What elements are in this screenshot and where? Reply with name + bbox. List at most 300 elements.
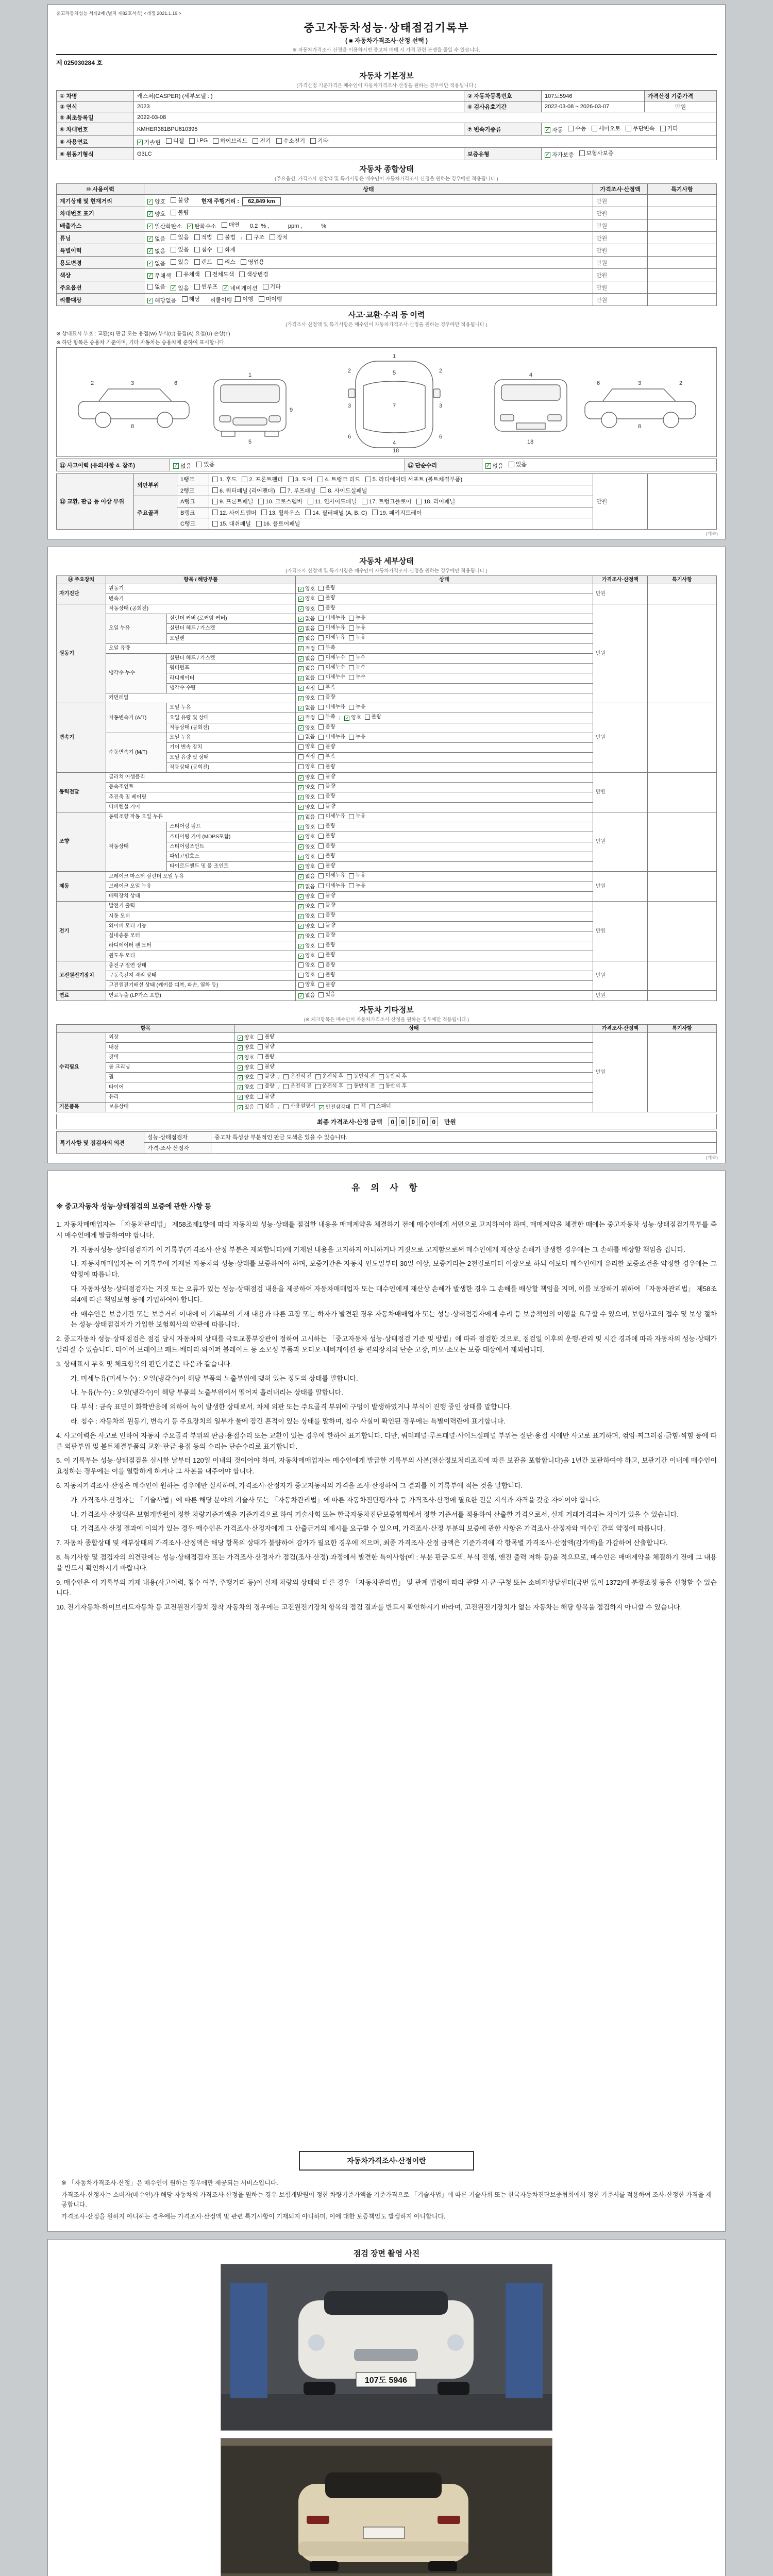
device-item-status — [296, 693, 593, 703]
checkbox-box — [318, 724, 324, 730]
checkbox-양호[interactable] — [298, 903, 315, 910]
checkbox-부족[interactable] — [318, 714, 335, 721]
price-cell: 만원 — [593, 604, 648, 703]
notice-paragraph: 나. 자동차매매업자는 이 기록부에 기재된 자동차의 성능·상태를 보증하여야 하며, 보증기간은 자동차 인도일부터 30일 이상, 보증거리는 2천킬로미터 이상으로 하되 이보다 매수인에게 유리한 보증조건을 약정한 경우에는 그 약정에 따릅니다. — [71, 1260, 717, 1279]
price-digit: 0 — [419, 1117, 428, 1126]
checkbox-label: 운전석 후 — [322, 1074, 344, 1079]
checkbox-label: 불량 — [178, 197, 189, 204]
note-cell — [648, 474, 717, 530]
checkbox-잭[interactable] — [354, 1103, 366, 1110]
checkbox-양호[interactable] — [238, 1094, 254, 1101]
checkbox-색상변경[interactable] — [239, 270, 268, 278]
part-checkbox[interactable] — [365, 475, 462, 483]
checkbox-불량[interactable] — [318, 595, 335, 602]
accident-history-table — [56, 459, 717, 471]
checkbox-box: ✓ — [299, 586, 303, 592]
checkbox-LPG[interactable] — [189, 138, 208, 144]
checkbox-기타[interactable] — [263, 282, 281, 291]
checkbox-불량[interactable] — [258, 1043, 274, 1050]
checkbox-label: 매연 — [228, 222, 240, 228]
checkbox-label: 없음 — [155, 284, 166, 290]
checkbox-label: 양호 — [305, 982, 315, 988]
checkbox-label: 불량 — [325, 843, 335, 849]
checkbox-label: 미이행 — [265, 296, 282, 302]
checkbox-적정[interactable] — [298, 753, 315, 760]
final-price-row — [56, 1114, 717, 1129]
checkbox-누유[interactable] — [349, 624, 365, 632]
checkbox-box — [217, 259, 223, 265]
mileage-label: 현재 주행거리 : — [201, 198, 240, 205]
checkbox-스패너[interactable] — [369, 1103, 391, 1110]
checkbox-label: 보험사보증 — [586, 150, 614, 157]
checkbox-양호[interactable] — [298, 913, 315, 920]
checkbox-양호[interactable] — [238, 1055, 254, 1062]
checkbox-안전삼각대[interactable] — [319, 1104, 350, 1111]
checkbox-없음[interactable] — [298, 992, 315, 999]
checkbox-미세누유[interactable] — [318, 615, 345, 622]
part-checkbox[interactable] — [288, 475, 312, 483]
table-row — [57, 101, 717, 112]
checkbox-양호[interactable] — [298, 804, 315, 811]
checkbox-보험사보증[interactable] — [579, 149, 614, 157]
part-checkbox[interactable] — [372, 509, 422, 517]
checkbox-수소전기[interactable] — [276, 137, 306, 145]
checkbox-불량[interactable] — [318, 912, 335, 919]
checkbox-누수[interactable] — [349, 654, 365, 662]
checkbox-box — [349, 873, 354, 878]
part-checkbox[interactable] — [280, 486, 316, 495]
checkbox-box — [212, 510, 218, 515]
checkbox-양호[interactable] — [298, 953, 315, 960]
checkbox-box: ✓ — [299, 785, 303, 790]
checkbox-있음[interactable] — [509, 460, 527, 468]
checkbox-매연[interactable] — [222, 221, 240, 229]
notice-heading: ※ 중고자동차 성능·상태점검의 보증에 관한 사항 등 — [56, 1202, 211, 1210]
checkbox-없음[interactable] — [298, 616, 315, 623]
detail-row — [57, 604, 717, 614]
checkbox-양호[interactable] — [147, 197, 165, 206]
checkbox-label: 하이브리드 — [220, 138, 248, 144]
checkbox-영업용[interactable] — [241, 258, 264, 266]
checkbox-없음[interactable] — [147, 234, 165, 243]
checkbox-적정[interactable] — [298, 715, 315, 722]
checkbox-디젤[interactable] — [166, 137, 184, 145]
checkbox-불량[interactable] — [318, 952, 335, 959]
checkbox-box: ✓ — [299, 924, 303, 929]
checkbox-무채색[interactable] — [147, 272, 171, 280]
checkbox-미세누수[interactable] — [318, 654, 345, 662]
checkbox-양호[interactable] — [238, 1074, 254, 1081]
checkbox-label: 불법 — [224, 234, 236, 241]
part-checkbox[interactable] — [212, 486, 275, 495]
checkbox-누유[interactable] — [349, 813, 365, 820]
checkbox-양호[interactable] — [298, 586, 315, 593]
checkbox-세미오토[interactable] — [592, 124, 621, 132]
checkbox-box: ✓ — [148, 235, 153, 242]
checkbox-적법[interactable] — [194, 233, 212, 241]
checkbox-하이브리드[interactable] — [213, 137, 247, 145]
checkbox-box — [283, 1074, 289, 1079]
checkbox-양호[interactable] — [298, 893, 315, 901]
checkbox-양호[interactable] — [147, 210, 165, 218]
checkbox-없음[interactable] — [147, 282, 165, 291]
checkbox-적정[interactable] — [298, 646, 315, 653]
checkbox-자가보증[interactable] — [545, 150, 574, 159]
checkbox-있음[interactable] — [238, 1104, 254, 1111]
checkbox-불량[interactable] — [318, 853, 335, 860]
notice-paragraph: 5. 이 기록부는 성능·상태점검을 실시한 날부터 120일 이내의 것이어야 하며, 자동차매매업자는 매수인에게 발급한 기록부의 사본(전산정보처리조직에 따른 보관을 포함합니다)을 1년간 보관하여야 하고, 보관기간 이내에 매수인이 요청하는 경우에는 이를 열람하게 하거나 그 사본을 내주어야 합니다. — [56, 1456, 717, 1476]
device-item-label: 디퍼렌셜 기어 — [106, 802, 296, 812]
part-checkbox[interactable] — [321, 486, 367, 495]
checkbox-전기[interactable] — [253, 137, 271, 145]
checkbox-미세누유[interactable] — [318, 734, 345, 741]
checkbox-box — [258, 1054, 263, 1059]
checkbox-불량[interactable] — [258, 1033, 274, 1041]
vehicle-damage-diagram — [56, 347, 717, 457]
checkbox-양호[interactable] — [298, 863, 315, 871]
part-checkbox[interactable] — [212, 519, 251, 528]
checkbox-label: 동반석 후 — [385, 1074, 407, 1079]
checkbox-네비게이션[interactable] — [223, 284, 257, 292]
checkbox-없음[interactable] — [298, 665, 315, 672]
checkbox-box — [347, 1074, 352, 1079]
note-cell — [648, 584, 717, 604]
part-checkbox[interactable] — [258, 497, 302, 505]
vehicle-diagram-svg — [67, 350, 706, 453]
checkbox-없음[interactable] — [298, 734, 315, 741]
checkbox-불량[interactable] — [318, 803, 335, 810]
checkbox-box — [318, 903, 324, 908]
checkbox-미세누수[interactable] — [318, 664, 345, 671]
checkbox-box — [379, 1084, 384, 1089]
checkbox-동반석 전[interactable] — [347, 1083, 375, 1090]
checkbox-label: 불량 — [325, 724, 335, 730]
checkbox-렌트[interactable] — [194, 258, 212, 266]
checkbox-불량[interactable] — [318, 793, 335, 800]
checkbox-box — [318, 596, 324, 601]
checkbox-label: 장치 — [277, 234, 288, 241]
part-checkbox[interactable] — [261, 509, 300, 517]
checkbox-동반석 후[interactable] — [379, 1073, 407, 1080]
checkbox-불량[interactable] — [318, 694, 335, 701]
checkbox-없음[interactable] — [298, 655, 315, 663]
checkbox-불량[interactable] — [318, 743, 335, 751]
checkbox-불법[interactable] — [217, 233, 236, 241]
checkbox-없음[interactable] — [298, 635, 315, 642]
checkbox-box — [318, 794, 324, 799]
checkbox-누유[interactable] — [349, 634, 365, 641]
usage-item-status — [144, 269, 593, 281]
checkbox-box — [189, 138, 195, 144]
checkbox-침수[interactable] — [194, 245, 212, 253]
overall-row — [57, 232, 717, 244]
checkbox-누수[interactable] — [349, 664, 365, 671]
checkbox-없음[interactable] — [298, 675, 315, 682]
checkbox-양호[interactable] — [298, 844, 315, 851]
checkbox-불량[interactable] — [318, 962, 335, 969]
checkbox-없음[interactable] — [147, 247, 165, 255]
checkbox-양호[interactable] — [238, 1064, 254, 1072]
checkbox-일산화탄소[interactable] — [147, 222, 182, 230]
inspection-period-label: ④ 검사유효기간 — [464, 101, 542, 112]
checkbox-label: 양호 — [244, 1045, 255, 1051]
device-sub-label: 수동변속기 (M/T) — [106, 733, 167, 772]
checkbox-불량[interactable] — [318, 981, 335, 989]
price-cell: 만원 — [593, 1033, 648, 1112]
checkbox-box — [318, 953, 324, 958]
checkbox-없음[interactable] — [298, 873, 315, 880]
checkbox-불량[interactable] — [318, 833, 335, 840]
checkbox-부족[interactable] — [318, 645, 335, 652]
checkbox-label: 불량 — [325, 793, 335, 800]
price-survey-note: ※ 「자동차가격조사·산정」은 매수인이 원하는 경우에만 제공되는 서비스입니다. — [61, 2179, 278, 2187]
checkbox-전체도색[interactable] — [205, 270, 234, 278]
device-item-status — [296, 733, 593, 742]
checkbox-불량[interactable] — [318, 932, 335, 939]
checkbox-box: ✓ — [545, 127, 550, 133]
part-checkbox[interactable] — [212, 497, 253, 505]
checkbox-label: 없음 — [305, 655, 315, 662]
part-checkbox[interactable] — [317, 475, 360, 483]
device-item-label: 냉각수 수량 — [167, 683, 296, 693]
checkbox-불량[interactable] — [318, 585, 335, 592]
checkbox-탄화수소[interactable] — [187, 222, 216, 230]
checkbox-누유[interactable] — [349, 734, 365, 741]
checkbox-운전석 전[interactable] — [283, 1073, 311, 1080]
checkbox-불량[interactable] — [318, 783, 335, 790]
basic-items-status — [235, 1102, 593, 1112]
checkbox-label: 없음 — [492, 463, 503, 469]
model-year-value: 2023 — [134, 101, 464, 112]
note-cell — [648, 703, 717, 773]
checkbox-label: 양호 — [305, 586, 315, 592]
checkbox-불량[interactable] — [318, 764, 335, 771]
checkbox-box — [263, 284, 268, 290]
parts-list — [209, 485, 593, 496]
checkbox-없음[interactable] — [485, 462, 503, 470]
checkbox-적정[interactable] — [298, 685, 315, 692]
checkbox-box — [318, 635, 324, 640]
options-separator: / — [278, 1075, 280, 1081]
checkbox-양호[interactable] — [238, 1035, 254, 1042]
device-item-status — [296, 911, 593, 921]
checkbox-운전석 후[interactable] — [315, 1083, 343, 1090]
checkbox-기타[interactable] — [660, 124, 678, 132]
checkbox-불량[interactable] — [318, 972, 335, 979]
checkbox-불량[interactable] — [318, 862, 335, 870]
checkbox-불량[interactable] — [258, 1083, 274, 1090]
checkbox-있음[interactable] — [171, 284, 189, 292]
device-item-status — [296, 822, 593, 832]
checkbox-사용설명서[interactable] — [283, 1103, 315, 1110]
notice-paragraph: 6. 자동차가격조사·산정은 매수인이 원하는 경우에만 실시하며, 가격조사·산정자가 중고자동차의 가격을 조사·산정하여 그 결과를 이 기록부에 적는 것을 말합니다. — [56, 1481, 523, 1489]
checkbox-불량[interactable] — [318, 942, 335, 949]
checkbox-불량[interactable] — [318, 773, 335, 781]
checkbox-양호[interactable] — [298, 981, 315, 989]
checkbox-불량[interactable] — [258, 1073, 274, 1080]
checkbox-미세누유[interactable] — [318, 883, 345, 890]
checkbox-동반석 후[interactable] — [379, 1083, 407, 1090]
checkbox-box — [318, 883, 324, 888]
checkbox-양호[interactable] — [298, 834, 315, 841]
checkbox-없음[interactable] — [258, 1103, 274, 1110]
part-checkbox[interactable] — [256, 519, 300, 528]
checkbox-리스[interactable] — [217, 258, 236, 266]
svg-text:5: 5 — [393, 370, 396, 376]
checkbox-미세누유[interactable] — [318, 813, 345, 820]
status-extra-text: 리콜이행 : — [210, 297, 236, 303]
checkbox-없음[interactable] — [298, 625, 315, 633]
checkbox-가솔린[interactable] — [137, 138, 161, 146]
svg-text:8: 8 — [638, 423, 642, 430]
checkbox-없음[interactable] — [173, 462, 191, 470]
checkbox-양호[interactable] — [298, 794, 315, 801]
checkbox-있음[interactable] — [171, 245, 189, 253]
checkbox-있음[interactable] — [171, 258, 189, 266]
document-header — [56, 18, 717, 55]
checkbox-label: 없음 — [305, 884, 315, 890]
note-cell — [648, 961, 717, 991]
part-checkbox[interactable] — [362, 497, 411, 505]
checkbox-있음[interactable] — [318, 991, 335, 998]
checkbox-구조[interactable] — [246, 233, 264, 241]
checkbox-수동[interactable] — [568, 124, 586, 132]
checkbox-없음[interactable] — [298, 705, 315, 712]
checkbox-label: 불량 — [325, 952, 335, 958]
svg-text:6: 6 — [597, 380, 600, 386]
checkbox-없음[interactable] — [298, 814, 315, 821]
checkbox-양호[interactable] — [238, 1044, 254, 1052]
checkbox-label: 미세누유 — [325, 704, 345, 710]
part-checkbox[interactable] — [242, 475, 282, 483]
checkbox-누유[interactable] — [349, 872, 365, 879]
checkbox-불량[interactable] — [318, 922, 335, 929]
checkbox-불량[interactable] — [171, 196, 189, 204]
checkbox-양호[interactable] — [298, 923, 315, 930]
checkbox-양호[interactable] — [298, 854, 315, 861]
checkbox-미이행[interactable] — [259, 295, 282, 303]
checkbox-불량[interactable] — [258, 1054, 274, 1061]
options-separator: / — [278, 1105, 280, 1111]
checkbox-불량[interactable] — [171, 208, 189, 216]
device-item-label: 추진축 및 베어링 — [106, 792, 296, 802]
checkbox-양호[interactable] — [298, 596, 315, 603]
checkbox-불량[interactable] — [258, 1093, 274, 1100]
checkbox-이행[interactable] — [235, 295, 253, 303]
checkbox-양호[interactable] — [298, 962, 315, 969]
checkbox-미세누유[interactable] — [318, 872, 345, 879]
checkbox-양호[interactable] — [298, 695, 315, 702]
checkbox-양호[interactable] — [298, 784, 315, 791]
checkbox-부족[interactable] — [318, 684, 335, 691]
checkbox-양호[interactable] — [298, 764, 315, 771]
checkbox-해당[interactable] — [182, 295, 200, 303]
checkbox-불량[interactable] — [318, 892, 335, 900]
table-row — [57, 91, 717, 101]
checkbox-누유[interactable] — [349, 704, 365, 711]
checkbox-양호[interactable] — [298, 725, 315, 732]
part-checkbox[interactable] — [416, 497, 455, 505]
checkbox-label: 미세누유 — [325, 873, 345, 879]
checkbox-미세누유[interactable] — [318, 704, 345, 711]
checkbox-썬루프[interactable] — [194, 282, 218, 291]
checkbox-label: 부족 — [325, 714, 335, 720]
part-checkbox[interactable] — [305, 509, 367, 517]
checkbox-불량[interactable] — [318, 724, 335, 731]
part-checkbox[interactable] — [212, 475, 237, 483]
device-item-status — [296, 643, 593, 653]
checkbox-box — [318, 962, 324, 968]
checkbox-무단변속[interactable] — [626, 124, 655, 132]
checkbox-양호[interactable] — [298, 606, 315, 613]
checkbox-해당없음[interactable] — [147, 296, 177, 304]
etc-item-status — [235, 1043, 593, 1053]
checkbox-label: 있음 — [178, 285, 189, 292]
checkbox-label: 미세누수 — [325, 665, 345, 670]
checkbox-부족[interactable] — [318, 753, 335, 760]
part-checkbox[interactable] — [308, 497, 357, 505]
checkbox-불량[interactable] — [365, 714, 381, 721]
checkbox-불량[interactable] — [318, 902, 335, 909]
device-item-status — [296, 683, 593, 693]
price-cell: 만원 — [593, 257, 648, 269]
checkbox-누유[interactable] — [349, 615, 365, 622]
checkbox-미세누유[interactable] — [318, 624, 345, 632]
checkbox-화재[interactable] — [217, 245, 236, 253]
checkbox-누수[interactable] — [349, 674, 365, 681]
checkbox-운전석 전[interactable] — [283, 1083, 311, 1090]
checkbox-box — [509, 462, 514, 467]
checkbox-동반석 전[interactable] — [347, 1073, 375, 1080]
checkbox-양호[interactable] — [298, 824, 315, 831]
checkbox-box — [261, 510, 267, 515]
checkbox-미세누수[interactable] — [318, 674, 345, 681]
checkbox-양호[interactable] — [344, 715, 361, 722]
checkbox-미세누유[interactable] — [318, 634, 345, 641]
checkbox-운전석 후[interactable] — [315, 1073, 343, 1080]
etc-info-table — [56, 1024, 717, 1113]
checkbox-양호[interactable] — [298, 743, 315, 751]
checkbox-장치[interactable] — [270, 233, 288, 241]
checkbox-양호[interactable] — [238, 1084, 254, 1091]
checkbox-기타[interactable] — [310, 137, 328, 145]
checkbox-자동[interactable] — [545, 126, 563, 134]
checkbox-불량[interactable] — [258, 1063, 274, 1071]
device-item-status — [296, 902, 593, 911]
overall-row — [57, 269, 717, 281]
part-checkbox[interactable] — [212, 509, 256, 517]
device-item-status — [296, 991, 593, 1001]
checkbox-label: 전기 — [260, 138, 271, 144]
checkbox-양호[interactable] — [298, 933, 315, 940]
note-cell — [648, 902, 717, 961]
checkbox-label: 양호 — [305, 864, 315, 870]
etc-item-status — [235, 1053, 593, 1062]
checkbox-불량[interactable] — [318, 843, 335, 850]
checkbox-양호[interactable] — [298, 774, 315, 782]
checkbox-양호[interactable] — [298, 972, 315, 979]
checkbox-없음[interactable] — [298, 884, 315, 891]
checkbox-누유[interactable] — [349, 883, 365, 890]
checkbox-유채색[interactable] — [176, 270, 200, 278]
checkbox-불량[interactable] — [318, 823, 335, 830]
checkbox-불량[interactable] — [318, 605, 335, 612]
checkbox-있음[interactable] — [171, 233, 189, 241]
checkbox-양호[interactable] — [298, 943, 315, 950]
checkbox-없음[interactable] — [147, 259, 165, 267]
checkbox-label: 양호 — [305, 834, 315, 840]
checkbox-있음[interactable] — [196, 460, 214, 468]
